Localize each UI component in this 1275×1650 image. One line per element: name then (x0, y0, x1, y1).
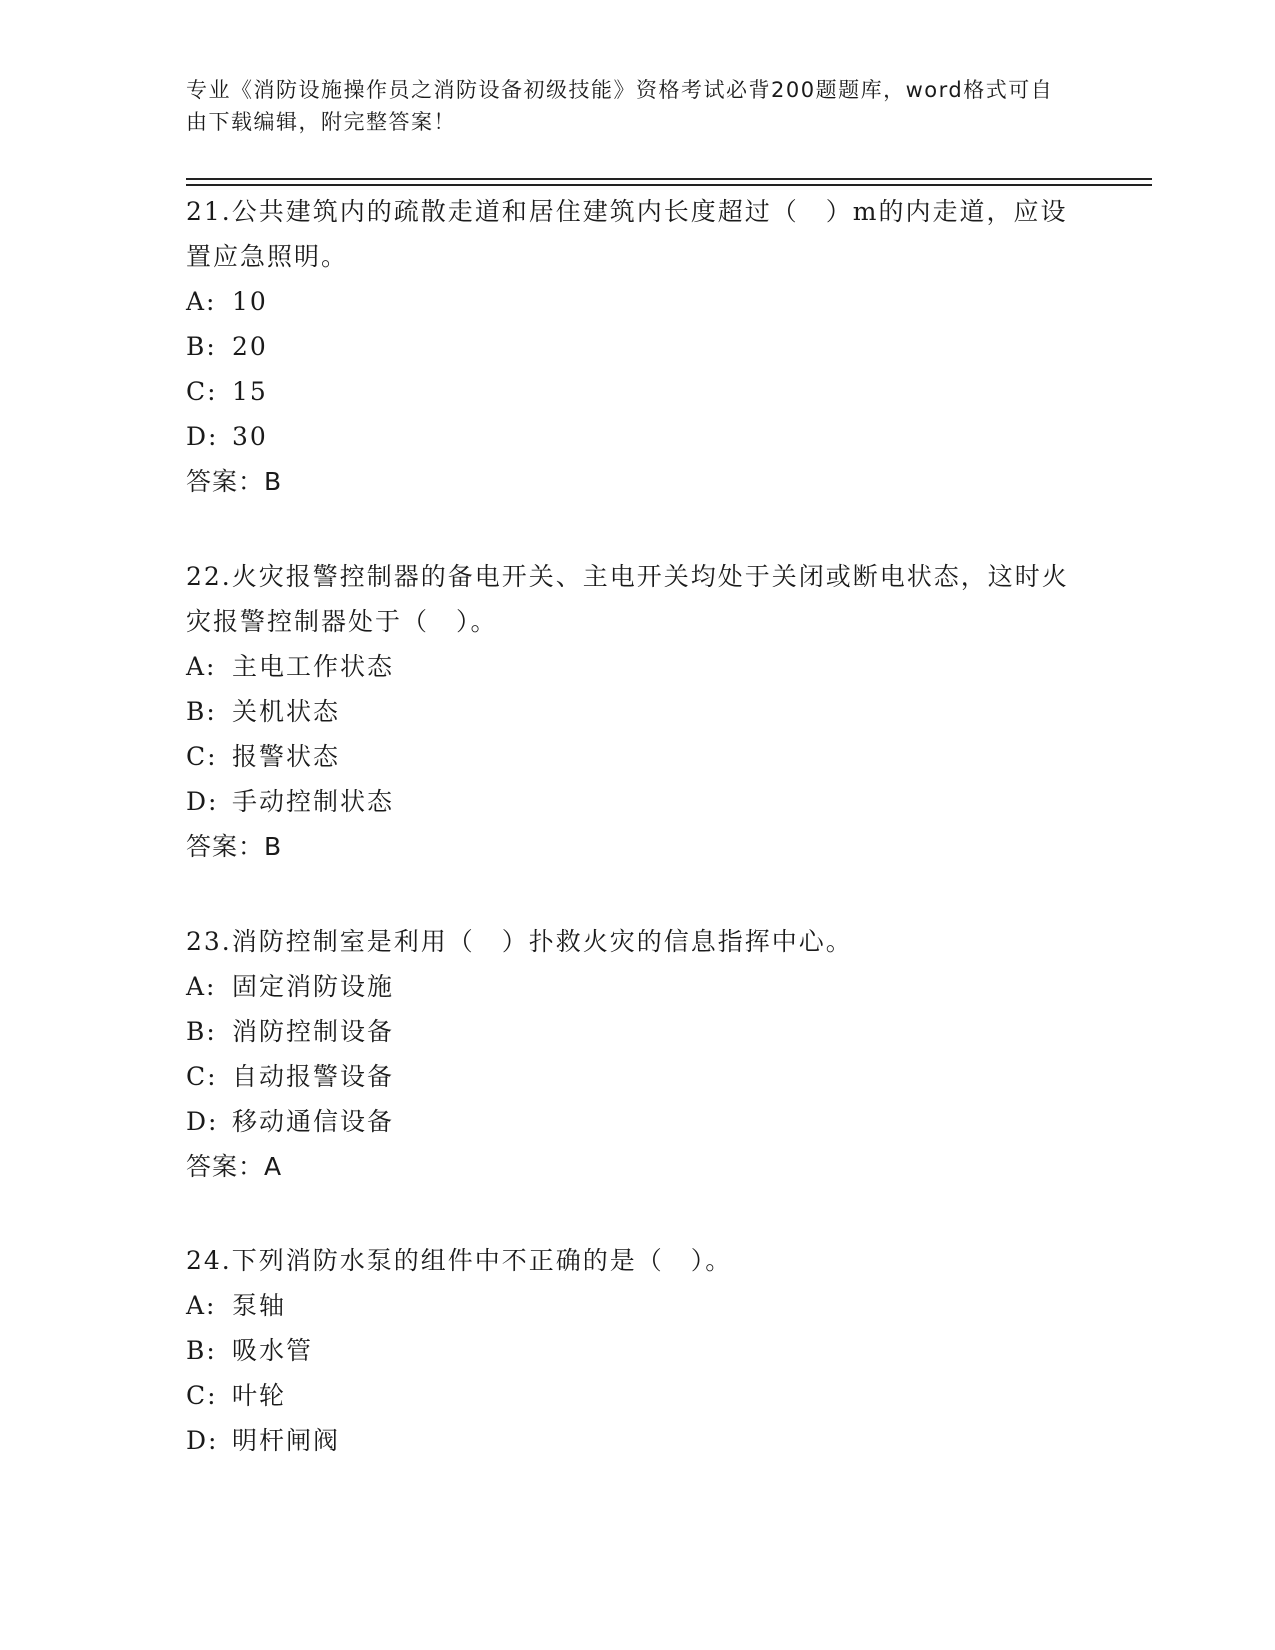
option-text: 30 (232, 422, 268, 451)
question-22 (186, 554, 1086, 869)
option-letter: A: (186, 972, 217, 1001)
option-d (186, 779, 1086, 824)
option-d (186, 1418, 1086, 1463)
option-letter: B: (186, 1336, 217, 1365)
option-c (186, 734, 1086, 779)
question-stem: 22.火灾报警控制器的备电开关、主电开关均处于关闭或断电状态，这时火灾报警控制器处于（ ）。 (186, 562, 1069, 636)
option-text: 移动通信设备 (232, 1107, 395, 1136)
option-b (186, 1328, 1086, 1373)
option-letter: D: (186, 1107, 219, 1136)
option-c (186, 1373, 1086, 1418)
option-c (186, 369, 1086, 414)
answer-line: 答案：B (186, 832, 283, 861)
option-letter: C: (186, 377, 218, 406)
option-letter: C: (186, 1381, 218, 1410)
question-23 (186, 919, 1086, 1189)
option-a (186, 644, 1086, 689)
option-text: 15 (232, 377, 268, 406)
option-text: 20 (232, 332, 268, 361)
option-letter: B: (186, 332, 217, 361)
question-stem: 23.消防控制室是利用（ ）扑救火灾的信息指挥中心。 (186, 927, 853, 956)
question-stem: 24.下列消防水泵的组件中不正确的是（ ）。 (186, 1246, 733, 1275)
answer-line: 答案：B (186, 467, 283, 496)
option-text: 明杆闸阀 (232, 1426, 341, 1455)
option-text: 泵轴 (232, 1291, 287, 1320)
option-b (186, 1009, 1086, 1054)
answer-line: 答案：A (186, 1152, 283, 1181)
option-a (186, 1283, 1086, 1328)
option-text: 固定消防设施 (232, 972, 395, 1001)
option-letter: D: (186, 422, 219, 451)
option-c (186, 1054, 1086, 1099)
option-letter: B: (186, 1017, 217, 1046)
option-letter: C: (186, 742, 218, 771)
option-text: 叶轮 (232, 1381, 287, 1410)
option-text: 消防控制设备 (232, 1017, 395, 1046)
option-letter: A: (186, 1291, 217, 1320)
option-text: 关机状态 (232, 697, 341, 726)
option-a (186, 279, 1086, 324)
option-b (186, 689, 1086, 734)
header-divider-top (186, 178, 1152, 180)
document-header: 专业《消防设施操作员之消防设备初级技能》资格考试必背200题题库，word格式可自由下载编辑，附完整答案！ (186, 78, 1054, 134)
question-24 (186, 1238, 1086, 1463)
option-text: 10 (232, 287, 268, 316)
option-letter: D: (186, 787, 219, 816)
option-d (186, 1099, 1086, 1144)
option-letter: B: (186, 697, 217, 726)
option-text: 吸水管 (232, 1336, 314, 1365)
option-letter: A: (186, 652, 217, 681)
question-21 (186, 189, 1086, 504)
option-a (186, 964, 1086, 1009)
question-stem: 21.公共建筑内的疏散走道和居住建筑内长度超过（ ）m的内走道，应设置应急照明。 (186, 197, 1068, 271)
option-text: 主电工作状态 (232, 652, 395, 681)
option-text: 手动控制状态 (232, 787, 395, 816)
option-letter: C: (186, 1062, 218, 1091)
option-b (186, 324, 1086, 369)
option-d (186, 414, 1086, 459)
option-letter: D: (186, 1426, 219, 1455)
option-letter: A: (186, 287, 217, 316)
option-text: 自动报警设备 (232, 1062, 395, 1091)
header-divider-bottom (186, 184, 1152, 186)
option-text: 报警状态 (232, 742, 341, 771)
